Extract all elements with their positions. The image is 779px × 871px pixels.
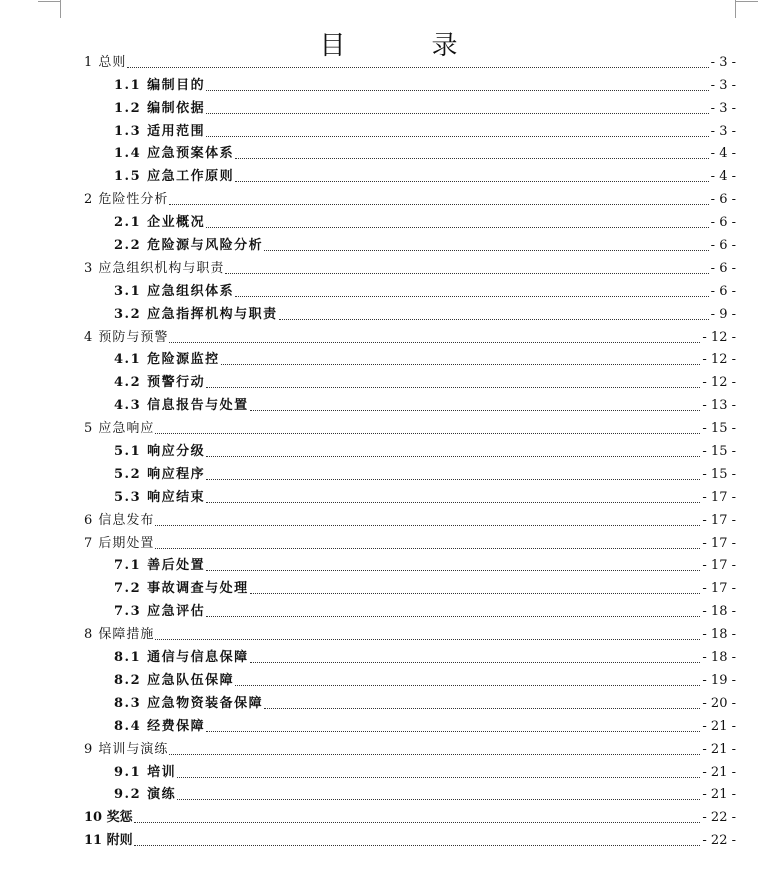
toc-dot-leader	[134, 822, 701, 823]
toc-entry-label: 2.1 企业概况	[114, 215, 206, 231]
toc-page-number: - 15 -	[702, 444, 736, 460]
toc-entry[interactable]	[84, 48, 736, 71]
toc-entry-label: 9.1 培训	[114, 764, 177, 780]
toc-entry-label: 1.3 适用范围	[114, 123, 206, 139]
toc-dot-leader	[206, 570, 700, 571]
toc-dot-leader	[250, 593, 701, 594]
toc-dot-leader	[279, 319, 709, 320]
toc-page-number: - 19 -	[702, 672, 736, 688]
toc-entry[interactable]	[84, 506, 736, 529]
toc-page-number: - 9 -	[710, 306, 736, 322]
toc-entry[interactable]	[84, 323, 736, 346]
table-of-contents	[84, 48, 736, 849]
toc-entry-label: 4.3 信息报告与处置	[114, 398, 249, 414]
toc-dot-leader	[206, 387, 700, 388]
toc-entry[interactable]	[84, 391, 736, 414]
toc-page-number: - 6 -	[710, 238, 736, 254]
toc-page-number: - 21 -	[702, 718, 736, 734]
toc-entry-label: 8.1 通信与信息保障	[114, 650, 249, 666]
toc-entry-label: 8.2 应急队伍保障	[114, 672, 235, 688]
toc-dot-leader	[264, 250, 709, 251]
toc-entry-label: 10 奖惩	[84, 810, 133, 826]
toc-page-number: - 3 -	[710, 123, 736, 139]
toc-dot-leader	[177, 799, 700, 800]
toc-entry[interactable]	[84, 689, 736, 712]
toc-dot-leader	[206, 479, 700, 480]
toc-entry-label: 4.1 危险源监控	[114, 352, 220, 368]
toc-dot-leader	[206, 227, 709, 228]
toc-entry-label: 11 附则	[84, 833, 133, 849]
toc-entry-label: 5 应急响应	[84, 421, 155, 437]
toc-page-number: - 21 -	[702, 741, 736, 757]
toc-entry[interactable]	[84, 346, 736, 369]
page-corner-mark-left	[38, 0, 61, 18]
toc-entry-label: 8.3 应急物资装备保障	[114, 695, 264, 711]
toc-dot-leader	[250, 662, 701, 663]
toc-dot-leader	[206, 731, 700, 732]
toc-entry-label: 5.2 响应程序	[114, 466, 206, 482]
toc-page-number: - 4 -	[710, 146, 736, 162]
toc-entry-label: 1.1 编制目的	[114, 77, 206, 93]
toc-page-number: - 3 -	[710, 54, 736, 70]
toc-entry-label: 3.2 应急指挥机构与职责	[114, 306, 278, 322]
toc-entry-label: 3 应急组织机构与职责	[84, 260, 225, 276]
toc-entry[interactable]	[84, 552, 736, 575]
toc-dot-leader	[221, 364, 701, 365]
toc-entry[interactable]	[84, 529, 736, 552]
toc-dot-leader	[127, 67, 708, 68]
toc-page-number: - 12 -	[702, 329, 736, 345]
toc-title: 目 录	[319, 31, 460, 62]
toc-entry[interactable]	[84, 437, 736, 460]
toc-dot-leader	[206, 456, 700, 457]
toc-entry[interactable]	[84, 300, 736, 323]
toc-entry-label: 3.1 应急组织体系	[114, 283, 235, 299]
toc-entry[interactable]	[84, 483, 736, 506]
toc-dot-leader	[264, 708, 700, 709]
toc-page-number: - 18 -	[702, 627, 736, 643]
toc-page-number: - 17 -	[702, 581, 736, 597]
toc-dot-leader	[250, 410, 701, 411]
toc-entry-label: 5.1 响应分级	[114, 444, 206, 460]
toc-entry-label: 5.3 响应结束	[114, 489, 206, 505]
toc-entry[interactable]	[84, 162, 736, 185]
toc-dot-leader	[206, 113, 709, 114]
toc-dot-leader	[206, 90, 709, 91]
toc-page-number: - 22 -	[702, 810, 736, 826]
toc-dot-leader	[235, 296, 709, 297]
toc-dot-leader	[155, 525, 700, 526]
toc-page-number: - 21 -	[702, 764, 736, 780]
toc-entry[interactable]	[84, 185, 736, 208]
toc-dot-leader	[155, 433, 700, 434]
toc-entry-label: 8.4 经费保障	[114, 718, 206, 734]
page-corner-mark-right	[735, 0, 758, 18]
toc-page-number: - 6 -	[710, 260, 736, 276]
toc-entry[interactable]	[84, 231, 736, 254]
toc-entry-label: 7.1 善后处置	[114, 558, 206, 574]
toc-page-number: - 3 -	[710, 100, 736, 116]
toc-dot-leader	[225, 273, 708, 274]
toc-page-number: - 17 -	[702, 558, 736, 574]
toc-entry-label: 4 预防与预警	[84, 329, 169, 345]
toc-dot-leader	[134, 845, 701, 846]
toc-entry[interactable]	[84, 574, 736, 597]
toc-dot-leader	[169, 342, 700, 343]
toc-entry[interactable]	[84, 597, 736, 620]
toc-entry-label: 7 后期处置	[84, 535, 155, 551]
toc-page-number: - 20 -	[702, 695, 736, 711]
toc-entry-label: 4.2 预警行动	[114, 375, 206, 391]
toc-entry[interactable]	[84, 620, 736, 643]
toc-entry-label: 2 危险性分析	[84, 192, 169, 208]
toc-dot-leader	[206, 616, 700, 617]
toc-entry[interactable]	[84, 94, 736, 117]
toc-entry-label: 8 保障措施	[84, 627, 155, 643]
toc-entry[interactable]	[84, 460, 736, 483]
toc-dot-leader	[169, 754, 700, 755]
toc-entry-label: 1.5 应急工作原则	[114, 169, 235, 185]
toc-entry-label: 7.3 应急评估	[114, 604, 206, 620]
toc-entry[interactable]	[84, 71, 736, 94]
toc-page-number: - 6 -	[710, 192, 736, 208]
toc-entry[interactable]	[84, 666, 736, 689]
toc-dot-leader	[235, 158, 709, 159]
toc-entry-label: 9 培训与演练	[84, 741, 169, 757]
toc-dot-leader	[169, 204, 708, 205]
toc-entry[interactable]	[84, 414, 736, 437]
toc-entry[interactable]	[84, 117, 736, 140]
toc-page-number: - 13 -	[702, 398, 736, 414]
toc-entry[interactable]	[84, 803, 736, 826]
toc-page-number: - 12 -	[702, 375, 736, 391]
toc-entry-label: 2.2 危险源与风险分析	[114, 238, 264, 254]
toc-page-number: - 15 -	[702, 421, 736, 437]
toc-entry[interactable]	[84, 826, 736, 849]
toc-dot-leader	[206, 136, 709, 137]
toc-dot-leader	[235, 685, 700, 686]
toc-entry[interactable]	[84, 368, 736, 391]
toc-dot-leader	[155, 639, 700, 640]
toc-entry[interactable]	[84, 254, 736, 277]
toc-entry-label: 1.2 编制依据	[114, 100, 206, 116]
page-corner-line-right	[736, 1, 758, 2]
toc-page-number: - 3 -	[710, 77, 736, 93]
toc-entry-label: 1.4 应急预案体系	[114, 146, 235, 162]
toc-page-number: - 17 -	[702, 489, 736, 505]
toc-dot-leader	[155, 548, 700, 549]
toc-page-number: - 18 -	[702, 604, 736, 620]
toc-entry[interactable]	[84, 208, 736, 231]
toc-dot-leader	[235, 181, 709, 182]
toc-page-number: - 12 -	[702, 352, 736, 368]
toc-entry[interactable]	[84, 758, 736, 781]
toc-entry-label: 1 总则	[84, 54, 127, 70]
page-corner-line-left	[38, 1, 60, 2]
toc-entry[interactable]	[84, 140, 736, 163]
toc-dot-leader	[206, 502, 700, 503]
toc-page-number: - 15 -	[702, 466, 736, 482]
toc-entry-label: 9.2 演练	[114, 787, 177, 803]
toc-entry[interactable]	[84, 712, 736, 735]
toc-page-number: - 18 -	[702, 650, 736, 666]
toc-page-number: - 6 -	[710, 215, 736, 231]
toc-entry[interactable]	[84, 643, 736, 666]
toc-entry-label: 7.2 事故调查与处理	[114, 581, 249, 597]
toc-entry[interactable]	[84, 781, 736, 804]
toc-entry-label: 6 信息发布	[84, 512, 155, 528]
toc-page-number: - 6 -	[710, 283, 736, 299]
toc-entry[interactable]	[84, 735, 736, 758]
toc-page-number: - 21 -	[702, 787, 736, 803]
toc-entry[interactable]	[84, 277, 736, 300]
toc-dot-leader	[177, 777, 700, 778]
toc-page-number: - 4 -	[710, 169, 736, 185]
toc-page-number: - 17 -	[702, 512, 736, 528]
toc-page-number: - 17 -	[702, 535, 736, 551]
toc-page-number: - 22 -	[702, 833, 736, 849]
